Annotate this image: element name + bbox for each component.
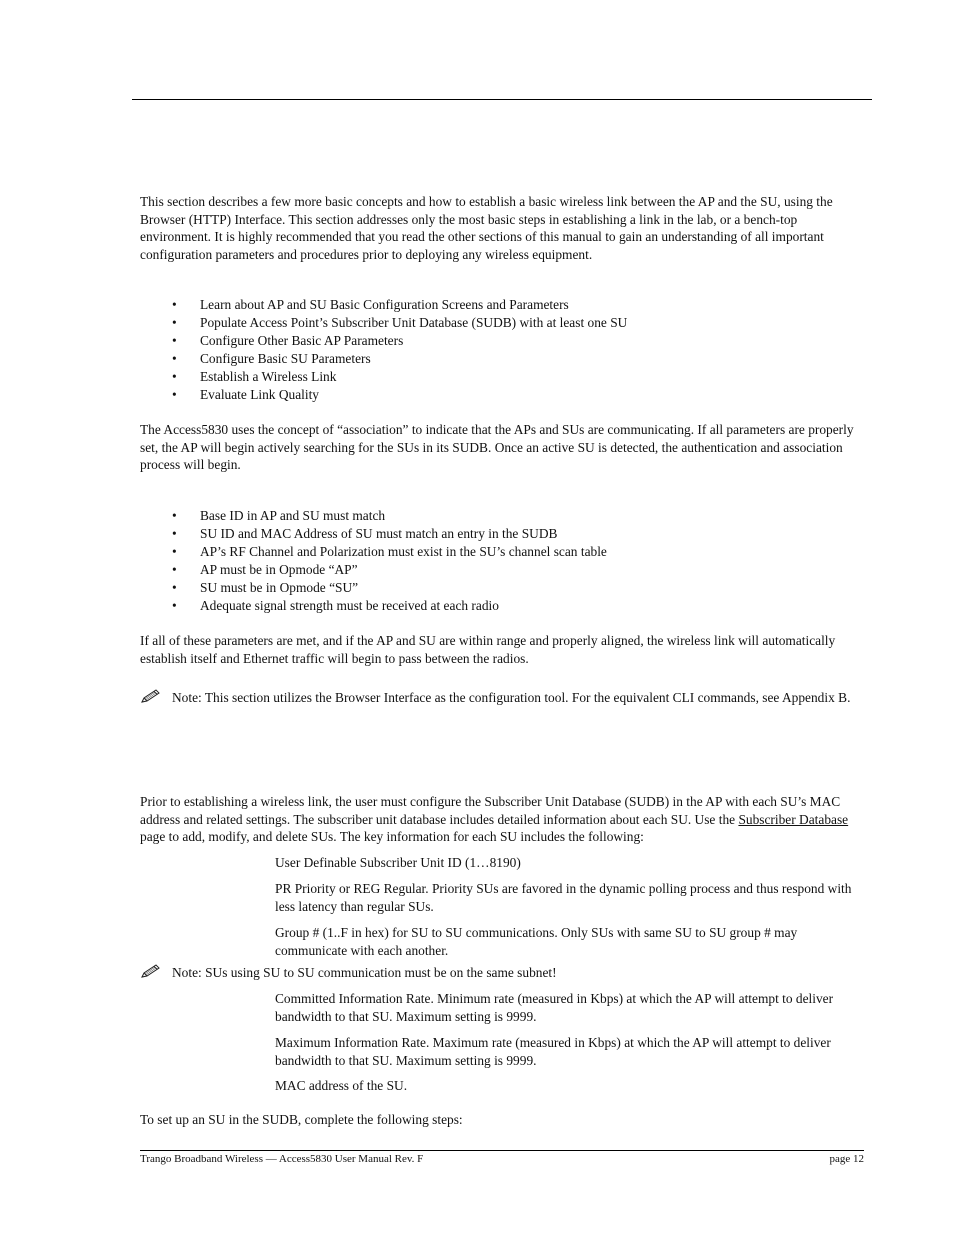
bullet-icon: • xyxy=(172,297,177,312)
footer-title: Trango Broadband Wireless — Access5830 User Manual Rev. F xyxy=(140,1153,424,1165)
list-item: • Configure Other Basic AP Parameters xyxy=(172,333,404,349)
list-item: • Adequate signal strength must be received at each radio xyxy=(172,598,499,614)
bullet-icon: • xyxy=(172,598,177,614)
pencil-icon xyxy=(140,688,162,704)
su-field-group: Group # (1..F in hex) for SU to SU communications. Only SUs with same SU to SU group # may communicate with each another. xyxy=(275,925,798,958)
bullet-icon: • xyxy=(172,580,177,596)
note-browser-interface: Note: This section utilizes the Browser Interface as the configuration tool. For the equivalent CLI commands, see Appendix B. xyxy=(140,688,864,707)
bullet-icon: • xyxy=(172,544,177,560)
pencil-icon xyxy=(140,963,162,979)
bullet-icon: • xyxy=(172,315,177,331)
su-field-id: User Definable Subscriber Unit ID (1…8190) xyxy=(275,855,521,870)
list-item: • Evaluate Link Quality xyxy=(172,387,319,403)
footer-rule xyxy=(140,1150,864,1151)
list-item: • Base ID in AP and SU must match xyxy=(172,508,386,523)
params-met-paragraph: If all of these parameters are met, and if the AP and SU are within range and properly aligned, the wireless link will automatically establish itself and Ethernet traffic will begin to pass between the radios. xyxy=(140,633,836,666)
list-item: • SU must be in Opmode “SU” xyxy=(172,580,359,596)
page-number: page 12 xyxy=(829,1153,864,1165)
bullet-icon: • xyxy=(172,526,177,542)
setup-paragraph: To set up an SU in the SUDB, complete the following steps: xyxy=(140,1112,463,1127)
bullet-icon: • xyxy=(172,562,177,578)
list-item: • Establish a Wireless Link xyxy=(172,369,337,385)
header-rule xyxy=(132,99,872,100)
su-field-mir: Maximum Information Rate. Maximum rate (measured in Kbps) at which the AP will attempt to deliver bandwidth to that SU. Maximum setting is 9999. xyxy=(275,1035,831,1068)
su-field-priority: PR Priority or REG Regular. Priority SUs are favored in the dynamic polling process and thus respond with less latency than regular SUs. xyxy=(275,881,852,914)
bullet-icon: • xyxy=(172,387,177,403)
association-paragraph: The Access5830 uses the concept of “association” to indicate that the APs and SUs are communicating. If all parameters are properly set, the AP will begin actively searching for the SUs in its SUDB. Once an active SU is detected, the authentication and association process will begin. xyxy=(140,422,854,472)
subscriber-database-link[interactable]: Subscriber Database xyxy=(738,811,849,827)
requirements-list xyxy=(140,507,864,616)
bullet-icon: • xyxy=(172,369,177,385)
steps-list xyxy=(140,296,864,405)
list-item: • AP must be in Opmode “AP” xyxy=(172,562,358,578)
list-item: • Populate Access Point’s Subscriber Unit Database (SUDB) with at least one SU xyxy=(172,315,628,331)
bullet-icon: • xyxy=(172,508,177,523)
bullet-icon: • xyxy=(172,333,177,349)
list-item: • AP’s RF Channel and Polarization must exist in the SU’s channel scan table xyxy=(172,544,607,560)
sudb-paragraph: Prior to establishing a wireless link, the user must configure the Subscriber Unit Database (SUDB) in the AP with each SU’s MAC address and related settings. The subscriber unit database includes detailed information about each SU. Use the Subscriber Database page to add, modify, and delete SUs. The key information for each SU includes the following: xyxy=(140,794,849,844)
list-item: • Learn about AP and SU Basic Configuration Screens and Parameters xyxy=(172,297,569,312)
list-item: • Configure Basic SU Parameters xyxy=(172,351,371,367)
list-item: • SU ID and MAC Address of SU must match an entry in the SUDB xyxy=(172,526,558,542)
intro-paragraph: This section describes a few more basic concepts and how to establish a basic wireless link between the AP and the SU, using the Browser (HTTP) Interface. This section addresses only the most basic steps in establishing a link in the lab, or a bench-top environment. It is highly recommended that you read the other sections of this manual to gain an understanding of all important configuration parameters and procedures prior to deploying any wireless equipment. xyxy=(140,194,833,262)
su-field-mac: MAC address of the SU. xyxy=(275,1078,408,1093)
note-subnet: Note: SUs using SU to SU communication must be on the same subnet! xyxy=(140,963,864,982)
bullet-icon: • xyxy=(172,351,177,367)
su-field-cir: Committed Information Rate. Minimum rate (measured in Kbps) at which the AP will attempt to deliver bandwidth to that SU. Maximum setting is 9999. xyxy=(275,991,834,1024)
